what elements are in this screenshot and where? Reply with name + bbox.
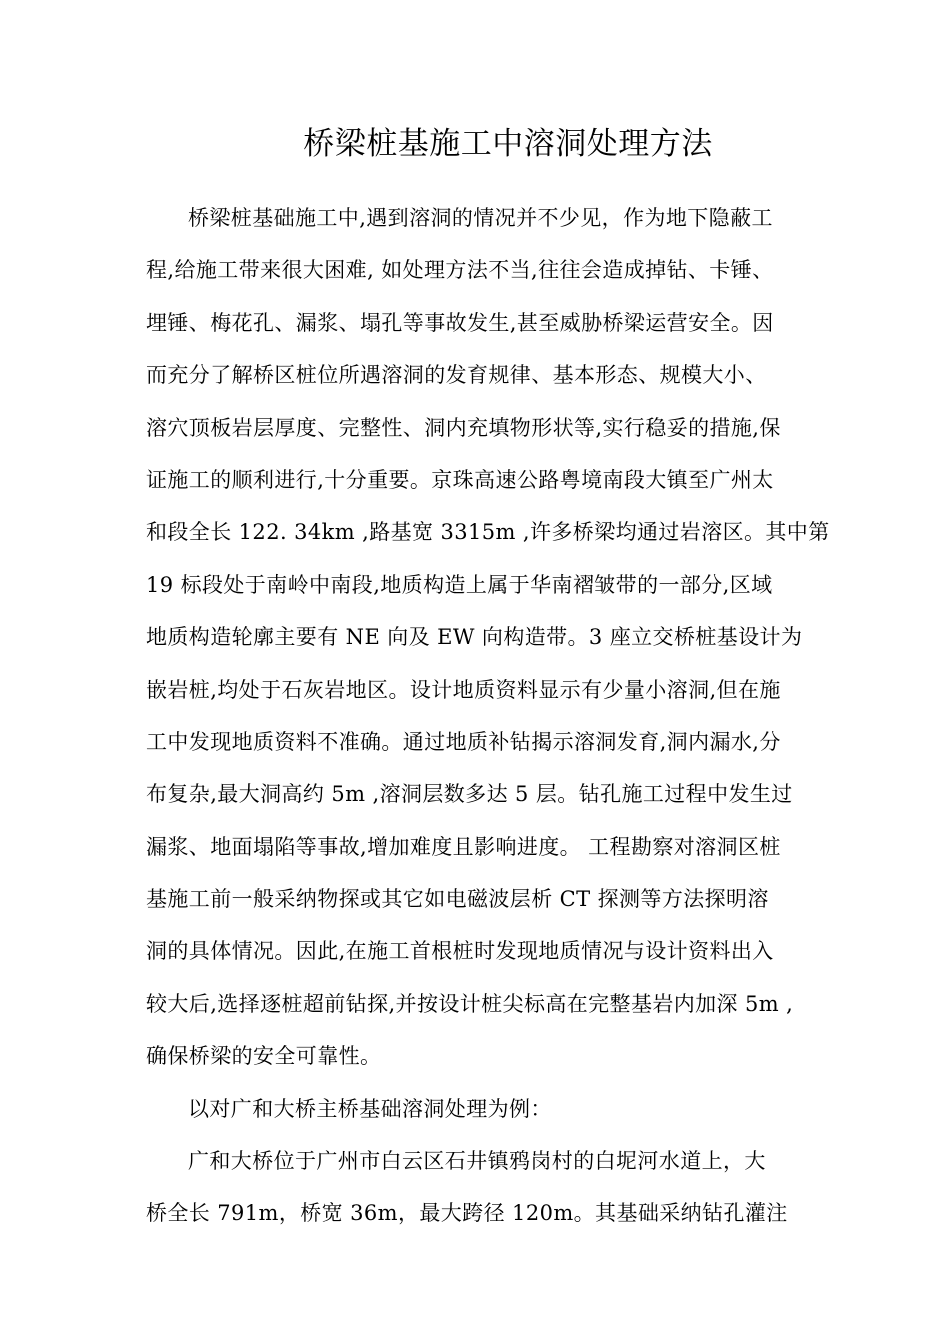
- paragraph-line: 广和大桥位于广州市白云区石井镇鸦岗村的白坭河水道上，大: [188, 1149, 766, 1174]
- paragraph-line: 工中发现地质资料不准确。通过地质补钻揭示溶洞发育,洞内漏水,分: [146, 729, 781, 754]
- paragraph-line: 桥梁桩基础施工中,遇到溶洞的情况并不少见，作为地下隐蔽工: [188, 206, 773, 230]
- paragraph-line: 程,给施工带来很大困难, 如处理方法不当,往往会造成掉钻、卡锤、: [146, 258, 774, 283]
- paragraph-line: 而充分了解桥区桩位所遇溶洞的发育规律、基本形态、规模大小、: [146, 363, 767, 388]
- document-body: [146, 192, 830, 1240]
- paragraph-line: 和段全长 122. 34km ,路基宽 3315m ,许多桥梁均通过岩溶区。其中第: [146, 520, 830, 545]
- paragraph-line: 较大后,选择逐桩超前钻探,并按设计桩尖标高在完整基岩内加深 5m ,: [146, 991, 794, 1016]
- paragraph-line: 漏浆、地面塌陷等事故,增加难度且影响进度。 工程勘察对溶洞区桩: [146, 834, 781, 859]
- paragraph-line: 确保桥梁的安全可靠性。: [146, 1044, 382, 1069]
- paragraph-line: 埋锤、梅花孔、漏浆、塌孔等事故发生,甚至威胁桥梁运营安全。因: [146, 310, 774, 335]
- paragraph-line: 嵌岩桩,均处于石灰岩地区。设计地质资料显示有少量小溶洞,但在施: [146, 677, 781, 702]
- paragraph-line: 溶穴顶板岩层厚度、完整性、洞内充填物形状等,实行稳妥的措施,保: [146, 415, 781, 440]
- paragraph-line: 桥全长 791m，桥宽 36m，最大跨径 120m。其基础采纳钻孔灌注: [146, 1201, 788, 1226]
- paragraph-line: 以对广和大桥主桥基础溶洞处理为例：: [188, 1096, 552, 1121]
- document-title: 桥梁桩基施工中溶洞处理方法: [303, 126, 713, 162]
- paragraph-line: 基施工前一般采纳物探或其它如电磁波层析 CT 探测等方法探明溶: [146, 887, 769, 912]
- paragraph-line: 洞的具体情况。因此,在施工首根桩时发现地质情况与设计资料出入: [146, 939, 774, 964]
- paragraph-line: 19 标段处于南岭中南段,地质构造上属于华南褶皱带的一部分,区域: [146, 572, 773, 597]
- paragraph-line: 地质构造轮廓主要有 NE 向及 EW 向构造带。3 座立交桥桩基设计为: [146, 625, 803, 650]
- paragraph-line: 证施工的顺利进行,十分重要。京珠高速公路粤境南段大镇至广州太: [146, 467, 774, 492]
- paragraph-line: 布复杂,最大洞高约 5m ,溶洞层数多达 5 层。钻孔施工过程中发生过: [146, 782, 793, 807]
